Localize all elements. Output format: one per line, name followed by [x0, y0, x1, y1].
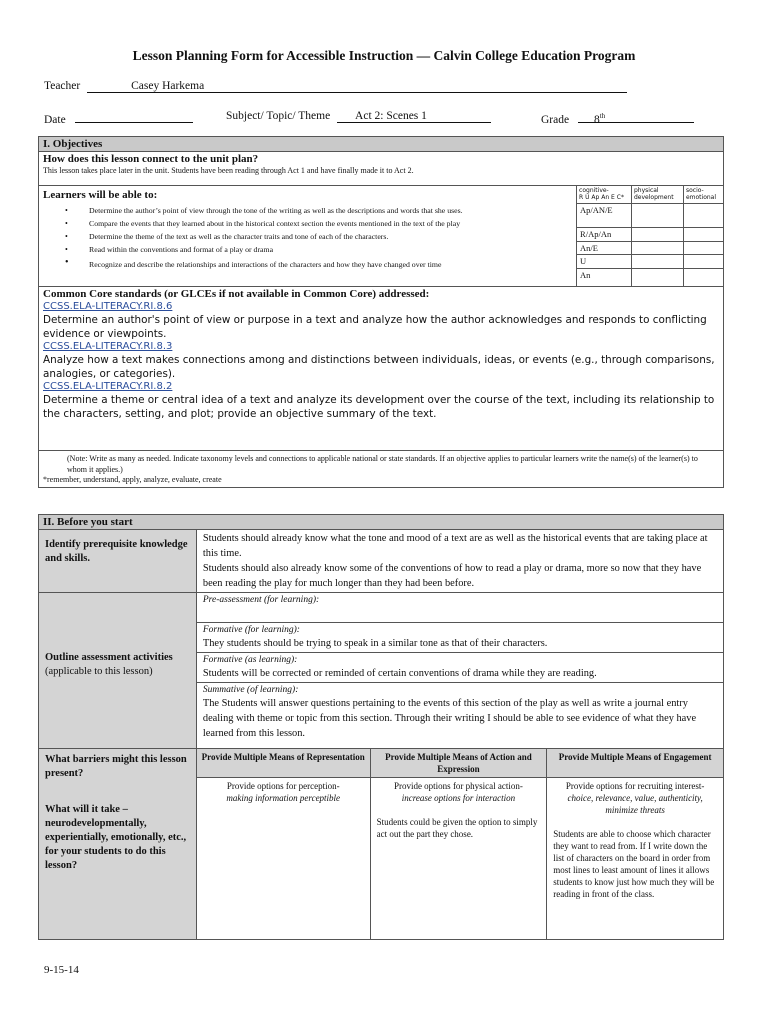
udl-action-cell — [370, 778, 547, 940]
udl-head-action: Provide Multiple Means of Action and Expression — [370, 749, 547, 778]
socio-cell — [683, 242, 723, 255]
objective-text: Determine the author’s point of view through the tone of the writing as well as the descriptions and words that she uses. — [89, 206, 463, 215]
before-table — [38, 514, 724, 940]
pre-assessment-label: Pre-assessment (for learning): — [202, 595, 320, 605]
formative-as-text: Students will be corrected or reminded of certain conventions of drama while they are reading. — [202, 668, 597, 679]
col-cognitive: cognitive- R U Ap An E C* — [577, 186, 632, 204]
date-field[interactable] — [75, 110, 193, 123]
socio-cell — [683, 255, 723, 269]
assess-label-cell — [39, 593, 197, 749]
take-question: What will it take – neurodevelopmentally, experientially, emotionally, etc., for your students to do this lesson? — [45, 804, 187, 871]
objective-item — [43, 205, 572, 216]
objective-text: Determine the theme of the text as well as the character traits and tone of each of the characters. — [89, 232, 389, 241]
standard-code-link[interactable]: CCSS.ELA-LITERACY.RI.8.6 — [43, 301, 173, 312]
bullet-icon: • — [65, 245, 68, 254]
physical-cell — [632, 228, 684, 242]
udl-line2: choice, relevance, value, authenticity, minimize threats — [567, 793, 703, 815]
standard-desc: Determine an author's point of view or purpose in a text and analyze how the author acknowledges and responds to conflicting evidence or viewpoints. — [43, 314, 707, 340]
grade-sup: th — [599, 112, 606, 120]
summative-label: Summative (of learning): — [202, 685, 299, 695]
objective-item — [43, 259, 572, 270]
assess-label: Outline assessment activities — [45, 652, 173, 663]
udl-head-representation: Provide Multiple Means of Representation — [196, 749, 370, 778]
physical-cell — [632, 204, 684, 228]
common-core-cell — [39, 287, 724, 451]
socio-cell — [683, 269, 723, 287]
prereq-cell — [196, 530, 723, 593]
cognitive-level: Ap/AN/E — [577, 204, 632, 228]
col-physical: physical development — [632, 186, 684, 204]
teacher-label: Teacher — [44, 80, 81, 92]
learners-heading: Learners will be able to: — [43, 189, 158, 201]
bullet-icon: • — [65, 206, 68, 215]
teacher-field[interactable] — [87, 80, 627, 93]
date-row — [44, 110, 193, 126]
formative-as-cell — [196, 653, 723, 683]
footnote-text: *remember, understand, apply, analyze, evaluate, create — [43, 475, 222, 484]
subject-label: Subject/ Topic/ Theme — [226, 110, 331, 122]
physical-cell — [632, 269, 684, 287]
summative-cell — [196, 683, 723, 749]
standard-code-link[interactable]: CCSS.ELA-LITERACY.RI.8.3 — [43, 341, 173, 352]
cc-heading: Common Core standards (or GLCEs if not available in Common Core) addressed: — [43, 288, 430, 300]
udl-extra: Students could be given the option to simply act out the part they chose. — [376, 817, 538, 839]
objective-text: Read within the conventions and format of a play or drama — [89, 245, 274, 254]
cognitive-level: An — [577, 269, 632, 287]
objective-list — [43, 205, 572, 270]
date-label: Date — [44, 114, 66, 126]
bullet-icon: • — [65, 257, 69, 268]
page-title: Lesson Planning Form for Accessible Instruction — Calvin College Education Program — [132, 48, 636, 63]
physical-cell — [632, 255, 684, 269]
objectives-heading: I. Objectives — [39, 137, 724, 152]
formative-for-text: They students should be trying to speak in a similar tone as that of their characters. — [202, 638, 548, 649]
summative-text: The Students will answer questions pertaining to the events of this section of the play as well as write a journal entry dealing with theme or topic from this section. Through their writing I should be able to see evidence of what they have learned from this lesson. — [202, 698, 697, 739]
note-cell — [39, 451, 724, 488]
unit-question: How does this lesson connect to the unit plan? — [43, 153, 259, 165]
grade-value: 8 — [593, 113, 600, 126]
teacher-row — [44, 80, 627, 93]
standard-desc: Analyze how a text makes connections among and distinctions between individuals, ideas, or events (e.g., through comparisons, analogies, or categories). — [43, 354, 715, 380]
objectives-table — [38, 136, 724, 488]
objective-item — [43, 231, 572, 242]
grade-label: Grade — [541, 113, 570, 126]
barriers-question: What barriers might this lesson present? — [45, 754, 187, 779]
udl-head-engagement: Provide Multiple Means of Engagement — [547, 749, 724, 778]
formative-for-label: Formative (for learning): — [202, 625, 300, 635]
subject-row — [226, 110, 491, 123]
prereq-p1: Students should already know what the tone and mood of a text are as well as the historical events that are taking place at this time. — [202, 533, 708, 559]
before-heading: II. Before you start — [39, 515, 724, 530]
physical-cell — [632, 242, 684, 255]
udl-line2: increase options for interaction — [401, 793, 516, 803]
objective-text: Recognize and describe the relationships and interactions of the characters and how they have changed over time — [89, 260, 442, 269]
learners-cell — [39, 186, 577, 287]
prereq-label: Identify prerequisite knowledge and skills. — [39, 530, 197, 593]
formative-for-cell — [196, 623, 723, 653]
pre-assessment-cell — [196, 593, 723, 623]
objective-text: Compare the events that they learned about in the historical context section the events mentioned in the text of the play — [89, 219, 461, 228]
udl-line2: making information perceptible — [226, 793, 341, 803]
unit-answer: This lesson takes place later in the unit. Students have been reading through Act 1 and have finally made it to Act 2. — [43, 166, 414, 175]
formative-as-label: Formative (as learning): — [202, 655, 298, 665]
grade-field[interactable] — [578, 110, 694, 126]
teacher-value: Casey Harkema — [131, 80, 205, 92]
standard-desc: Determine a theme or central idea of a text and analyze its development over the course of the text, including its relationship to the characters, setting, and plot; provide an objective summary of the text. — [43, 394, 715, 420]
footer-date: 9-15-14 — [44, 964, 79, 976]
socio-cell — [683, 228, 723, 242]
objective-item — [43, 244, 572, 255]
grade-row — [541, 110, 694, 126]
objective-item — [43, 218, 572, 229]
udl-representation-cell — [196, 778, 370, 940]
udl-line1: Provide options for perception- — [226, 781, 340, 791]
prereq-p2: Students should also already know some of the conventions of how to read a play or drama, more so now that they have been reading the play for much longer than they had been before. — [202, 563, 702, 589]
subject-value: Act 2: Scenes 1 — [355, 110, 427, 122]
assess-sub: (applicable to this lesson) — [45, 666, 153, 677]
udl-line1: Provide options for recruiting interest- — [565, 781, 705, 791]
bullet-icon: • — [65, 232, 68, 241]
bullet-icon: • — [65, 219, 68, 228]
cognitive-level: An/E — [577, 242, 632, 255]
udl-line1: Provide options for physical action- — [393, 781, 523, 791]
standard-code-link[interactable]: CCSS.ELA-LITERACY.RI.8.2 — [43, 381, 173, 392]
note-text: (Note: Write as many as needed. Indicate taxonomy levels and connections to applicable national or state standards. If an objective applies to particular learners write the name(s) of the learner(s) to whom it applies.) — [67, 454, 698, 474]
cognitive-level: R/Ap/An — [577, 228, 632, 242]
udl-extra: Students are able to choose which character they want to read from. If I write down the list of characters on the board in order from most lines to least amount of lines it allows students to know just how much they will be reading in front of the class. — [553, 829, 715, 899]
udl-engagement-cell — [547, 778, 724, 940]
socio-cell — [683, 204, 723, 228]
unit-connection — [39, 152, 724, 186]
col-socio: socio-emotional — [683, 186, 723, 204]
subject-field[interactable] — [337, 110, 491, 123]
cognitive-level: U — [577, 255, 632, 269]
barriers-cell — [39, 749, 197, 940]
